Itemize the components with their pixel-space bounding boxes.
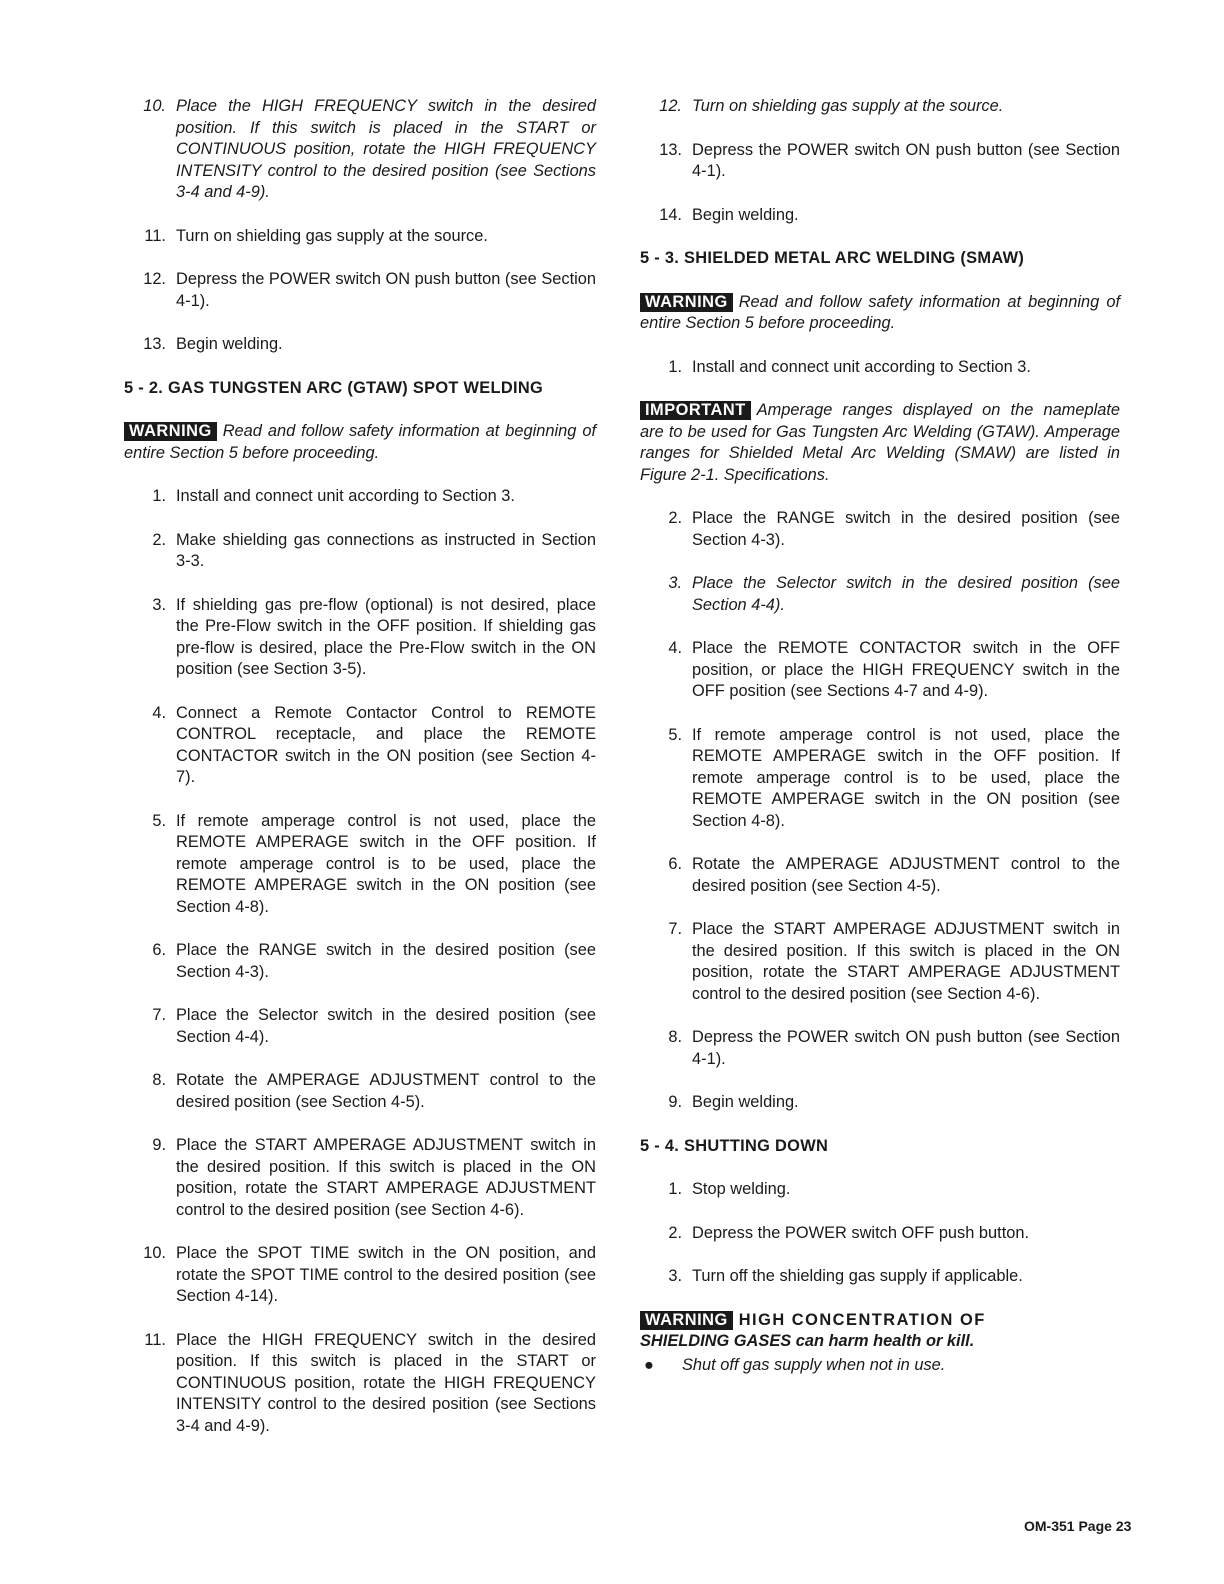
list-item: 7. Place the START AMPERAGE ADJUSTMENT switch in the desired position. If this switch is placed in the ON position, rotate the START AMPERAGE ADJUSTMENT control to the desired position (see Section 4-6).	[668, 920, 1120, 1003]
list-item: 13. Depress the POWER switch ON push button (see Section 4-1).	[659, 140, 1120, 180]
warning-badge: WARNING	[640, 293, 733, 312]
list-item: 2. Depress the POWER switch OFF push button.	[668, 1223, 1030, 1242]
list-item: 8. Rotate the AMPERAGE ADJUSTMENT control to the desired position (see Section 4-5).	[152, 1071, 596, 1111]
list-item: 1. Install and connect unit according to Section 3.	[668, 357, 1031, 376]
list-item: 9. Begin welding.	[668, 1093, 799, 1111]
list-item: 10. Place the HIGH FREQUENCY switch in the desired position. If this switch is placed in the START or CONTINUOUS position, rotate the HIGH FREQUENCY INTENSITY control to the desired position (see Sections 3-4 and 4-9).	[143, 97, 596, 201]
page-footer: OM-351 Page 23	[1024, 1518, 1132, 1534]
section-heading-gtaw-spot: 5 - 2. GAS TUNGSTEN ARC (GTAW) SPOT WELDING	[124, 378, 544, 397]
list-item: 12. Depress the POWER switch ON push button (see Section 4-1).	[143, 270, 596, 310]
important-notice	[640, 400, 1120, 486]
list-item: 5. If remote amperage control is not used, place the REMOTE AMPERAGE switch in the OFF position. If remote amperage control is to be used, place the REMOTE AMPERAGE switch in the ON position (see Section 4-8).	[152, 811, 596, 916]
list-item: 13. Begin welding.	[143, 335, 283, 353]
list-item: 11. Place the HIGH FREQUENCY switch in the desired position. If this switch is placed in the START or CONTINUOUS position, rotate the HIGH FREQUENCY INTENSITY control to the desired position (see Sections 3-4 and 4-9).	[144, 1330, 596, 1435]
list-item: 7. Place the Selector switch in the desired position (see Section 4-4).	[152, 1006, 596, 1046]
list-item: 3. If shielding gas pre-flow (optional) is not desired, place the Pre-Flow switch in the OFF position. If shielding gas pre-flow is desired, place the Pre-Flow switch in the ON position (see Section 3-5).	[152, 595, 596, 678]
warning-notice	[124, 421, 596, 464]
warning-bullet-text: Shut off gas supply when not in use.	[682, 1355, 946, 1374]
warning-badge: WARNING	[640, 1311, 733, 1330]
section-heading-shutting-down: 5 - 4. SHUTTING DOWN	[640, 1136, 829, 1155]
warning-badge: WARNING	[124, 422, 217, 441]
list-item: 2. Make shielding gas connections as instructed in Section 3-3.	[152, 530, 596, 570]
list-item: 11. Turn on shielding gas supply at the source.	[144, 226, 488, 245]
list-item: 2. Place the RANGE switch in the desired position (see Section 4-3).	[668, 509, 1120, 549]
list-item: 9. Place the START AMPERAGE ADJUSTMENT switch in the desired position. If this switch is placed in the ON position, rotate the START AMPERAGE ADJUSTMENT control to the desired position (see Section 4-6).	[152, 1136, 596, 1219]
important-badge: IMPORTANT	[640, 401, 751, 420]
list-item: 4. Connect a Remote Contactor Control to REMOTE CONTROL receptacle, and place the REMOTE CONTACTOR switch in the ON position (see Section 4-7).	[152, 703, 596, 786]
left-steps-b	[124, 486, 596, 1437]
list-item: 6. Rotate the AMPERAGE ADJUSTMENT control to the desired position (see Section 4-5).	[668, 855, 1120, 895]
list-item: 1. Stop welding.	[668, 1180, 791, 1198]
list-item: 10. Place the SPOT TIME switch in the ON position, and rotate the SPOT TIME control to the desired position (see Section 4-14).	[143, 1244, 596, 1305]
list-item: 6. Place the RANGE switch in the desired position (see Section 4-3).	[152, 941, 596, 981]
list-item: 5. If remote amperage control is not used, place the REMOTE AMPERAGE switch in the OFF position. If remote amperage control is to be used, place the REMOTE AMPERAGE switch in the ON position (see Section 4-8).	[668, 725, 1120, 830]
warning-text: Read and follow safety information at beginning of entire Section 5 before proceeding.	[124, 422, 596, 462]
shutdown-steps	[640, 1179, 1120, 1288]
warning-headline: HIGH CONCENTRATION OF	[738, 1310, 986, 1329]
list-item: 3. Turn off the shielding gas supply if applicable.	[668, 1267, 1023, 1285]
important-text: Amperage ranges displayed on the nameplate are to be used for Gas Tungsten Arc Welding (GTAW). Amperage ranges for Shielded Metal Arc Welding (SMAW) are listed in Figure 2-1. Specifications.	[640, 401, 1120, 484]
section-heading-smaw: 5 - 3. SHIELDED METAL ARC WELDING (SMAW)	[640, 249, 1025, 267]
left-steps-a	[124, 96, 596, 356]
list-item: 8. Depress the POWER switch ON push button (see Section 4-1).	[668, 1028, 1120, 1068]
left-column	[124, 96, 596, 1459]
warning-subline: SHIELDING GASES can harm health or kill.	[640, 1332, 975, 1350]
warning-bullet	[640, 1355, 1120, 1377]
right-steps-a	[640, 96, 1120, 226]
list-item: 4. Place the REMOTE CONTACTOR switch in the OFF position, or place the HIGH FREQUENCY switch in the OFF position (see Sections 4-7 and 4-9).	[668, 639, 1120, 700]
gas-concentration-warning	[640, 1310, 1120, 1377]
bullet-icon: ●	[644, 1355, 654, 1374]
warning-text: Read and follow safety information at beginning of entire Section 5 before proceeding.	[640, 292, 1120, 332]
list-item: 3. Place the Selector switch in the desired position (see Section 4-4).	[668, 574, 1120, 614]
right-steps-b	[640, 508, 1120, 1114]
list-item: 12. Turn on shielding gas supply at the source.	[659, 97, 1004, 115]
list-item: 1. Install and connect unit according to Section 3.	[152, 487, 515, 505]
warning-notice	[640, 292, 1120, 335]
list-item: 14. Begin welding.	[659, 205, 799, 224]
right-column	[640, 96, 1120, 1376]
